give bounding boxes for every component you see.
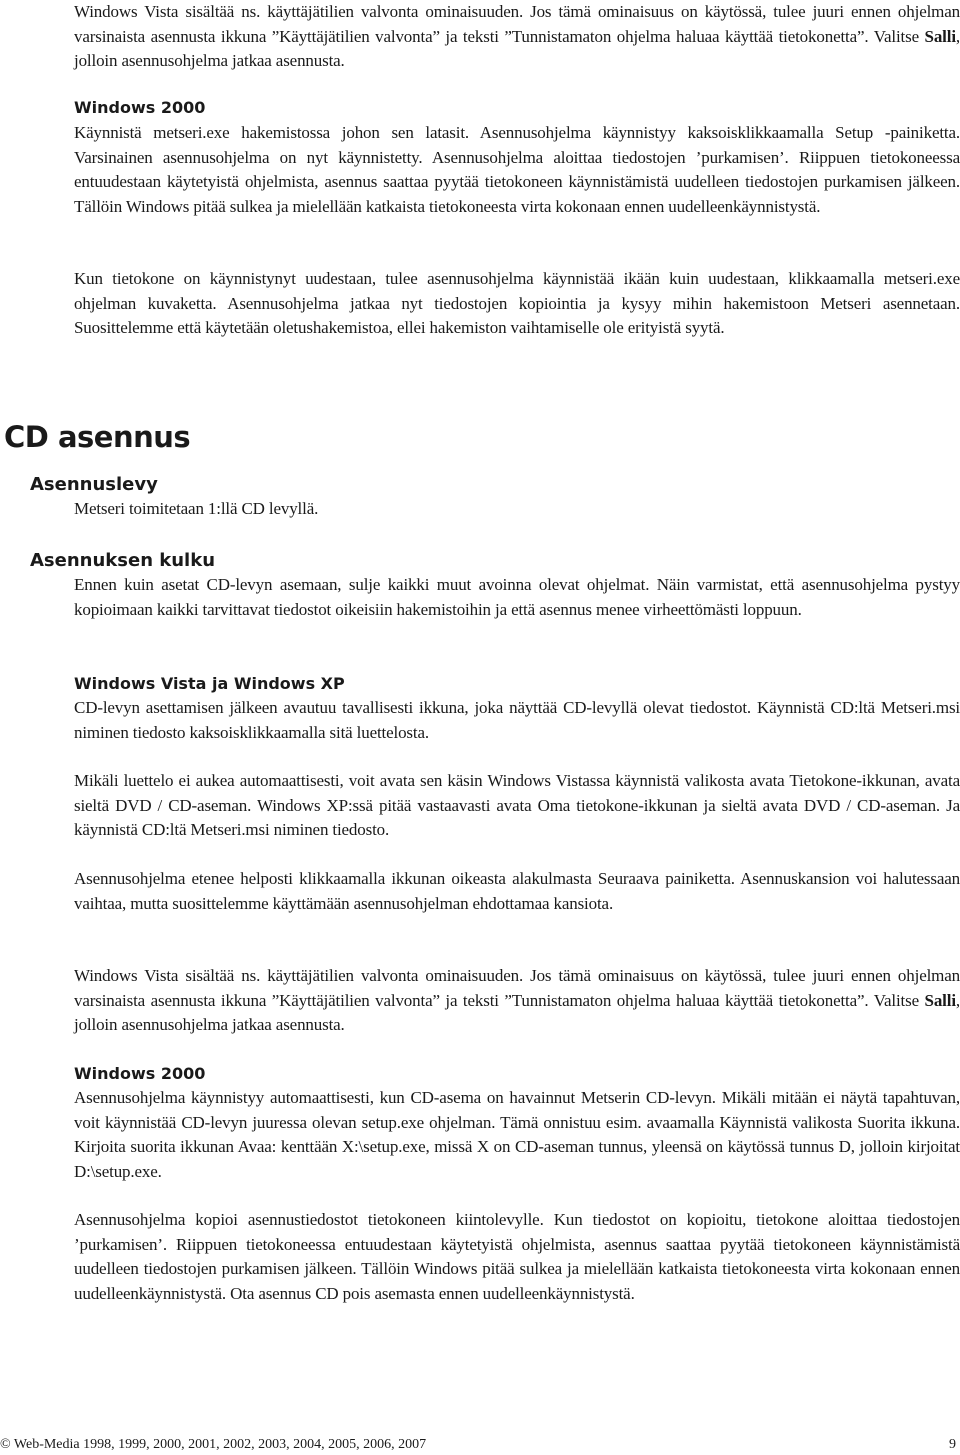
paragraph-cd-count: Metseri toimitetaan 1:llä CD levyllä. xyxy=(74,499,319,518)
paragraph-win2000-install: Käynnistä metseri.exe hakemistossa johon sen latasit. Asennusohjelma käynnistyy kaksoisklikkaamalla Setup -painiketta. Varsinainen asennusohjelma on nyt käynnistetty. Asennusohjelma aloittaa tiedostojen ’purkamisen’. Riippuen tietokoneessa entuudestaan käytetyistä ohjelmista, asennus saattaa pyytää tietokoneen käynnistämistä uudelleen tiedostojen purkamisen jälkeen. Tällöin Windows pitää sulkea ja mielellään katkaista tietokoneesta virta kokonaan ennen uudelleenkäynnistystä. xyxy=(74,123,960,216)
paragraph-before-insert: Ennen kuin asetat CD-levyn asemaan, sulje kaikki muut avoinna olevat ohjelmat. Näin varmistat, että asennusohjelma pystyy kopioimaan kaikki tarvittavat tiedostot oikeisiin hakemistoihin ja että asennus menee virheettömästi loppuun. xyxy=(74,575,960,619)
text-run: , jolloin asennusohjelma jatkaa asennusta. xyxy=(74,26,960,70)
text-run: Windows Vista sisältää ns. käyttäjätilien valvonta ominaisuuden. Jos tämä ominaisuus on käytössä, tulee juuri ennen ohjelman varsinaista asennusta ikkuna ”Käyttäjätilien valvonta” ja teksti ”Tunnistamaton ohjelma haluaa käyttää tietokonetta”. Valitse xyxy=(74,2,960,46)
page-number: 9 xyxy=(949,1437,956,1452)
paragraph-next-button: Asennusohjelma etenee helposti klikkaamalla ikkunan oikeasta alakulmasta Seuraava painiketta. Asennuskansion voi halutessaan vaihtaa, mutta suosittelemme käyttämään asennusohjelman ehdottamaa kansiota. xyxy=(74,869,960,913)
paragraph-copy-files: Asennusohjelma kopioi asennustiedostot tietokoneen kiintolevylle. Kun tiedostot on kopioitu, tietokone aloittaa tiedostojen ’purkamisen’. Riippuen tietokoneessa entuudestaan käytetyistä ohjelmista, asennus saattaa pyytää tietokoneen käynnistämistä uudelleen tiedostojen purkamisen jälkeen. Tällöin Windows pitää sulkea ja mielellään katkaista tietokoneesta virta kokonaan ennen uudelleenkäynnistystä. Ota asennus CD pois asemasta ennen uudelleenkäynnistystä. xyxy=(74,1210,960,1303)
heading-asennuslevy: Asennuslevy xyxy=(30,474,158,495)
text-run: , jolloin asennusohjelma jatkaa asennusta. xyxy=(74,990,960,1034)
copyright-text: © Web-Media 1998, 1999, 2000, 2001, 2002, 2003, 2004, 2005, 2006, 2007 xyxy=(0,1437,427,1452)
heading-cd-asennus: CD asennus xyxy=(4,420,191,454)
bold-term-salli: Salli xyxy=(924,990,956,1010)
heading-windows-2000-top: Windows 2000 xyxy=(74,98,206,117)
heading-windows-2000-bottom: Windows 2000 xyxy=(74,1064,206,1083)
paragraph-autorun: CD-levyn asettamisen jälkeen avautuu tavallisesti ikkuna, joka näyttää CD-levyllä olevat tiedostot. Käynnistä CD:ltä Metseri.msi niminen tiedosto kaksoisklikkaamalla sitä luettelosta. xyxy=(74,698,960,742)
paragraph-manual-open: Mikäli luettelo ei aukea automaattisesti, voit avata sen käsin Windows Vistassa käynnistä valikosta avata Tietokone-ikkunan, avata sieltä DVD / CD-aseman. Windows XP:ssä pitää vastaavasti avata Oma tietokone-ikkunan ja sieltä avata DVD / CD-aseman. Ja käynnistä CD:ltä Metseri.msi niminen tiedosto. xyxy=(74,771,960,839)
paragraph-cd-autostart: Asennusohjelma käynnistyy automaattisesti, kun CD-asema on havainnut Metserin CD-levyn. Mikäli mitään ei näytä tapahtuvan, voit käynnistää CD-levyn juuressa olevan setup.exe ohjelman. Tämä onnistuu esim. avaamalla Käynnistä valikosta Suorita ikkuna. Kirjoita suorita ikkunan Avaa: kenttään X:\setup.exe, missä X on CD-aseman tunnus, yleensä on käytössä tunnus D, jolloin kirjoitat D:\setup.exe. xyxy=(74,1088,960,1181)
heading-windows-vista-xp: Windows Vista ja Windows XP xyxy=(74,674,345,693)
paragraph-restart: Kun tietokone on käynnistynyt uudestaan, tulee asennusohjelma käynnistää ikään kuin uudestaan, klikkaamalla metseri.exe ohjelman kuvaketta. Asennusohjelma jatkaa nyt tiedostojen kopiointia ja kysyy mihin hakemistoon Metseri asennetaan. Suosittelemme että käytetään oletushakemistoa, ellei hakemiston vaihtamiselle ole erityistä syytä. xyxy=(74,269,960,337)
paragraph-vista-uac-bottom xyxy=(74,964,960,1038)
bold-term-salli: Salli xyxy=(924,26,956,46)
text-run: Windows Vista sisältää ns. käyttäjätilien valvonta ominaisuuden. Jos tämä ominaisuus on käytössä, tulee juuri ennen ohjelman varsinaista asennusta ikkuna ”Käyttäjätilien valvonta” ja teksti ”Tunnistamaton ohjelma haluaa käyttää tietokonetta”. Valitse xyxy=(74,966,960,1010)
heading-asennuksen-kulku: Asennuksen kulku xyxy=(30,550,216,571)
page-footer xyxy=(0,1436,956,1454)
paragraph-vista-uac-top xyxy=(74,0,960,74)
